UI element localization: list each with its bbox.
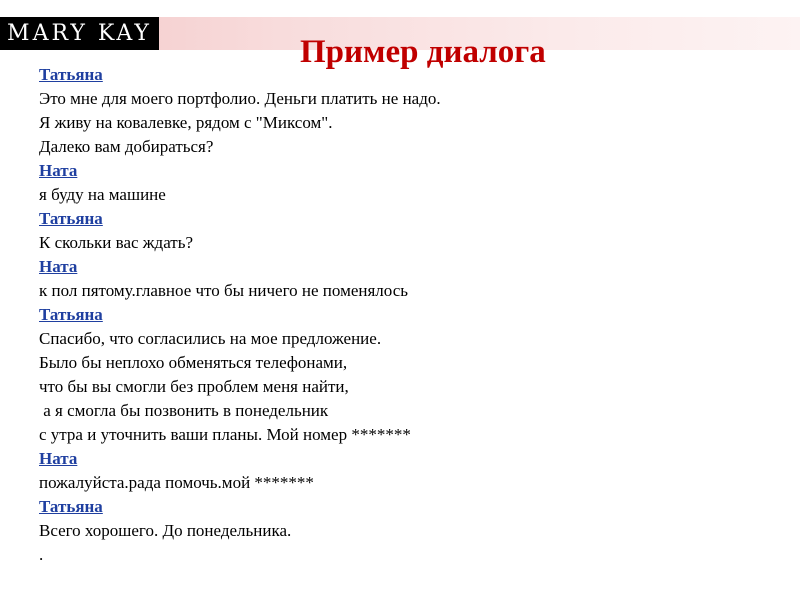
message-line: Это мне для моего портфолио. Деньги платить не надо. xyxy=(39,89,441,108)
message-line: Всего хорошего. До понедельника. xyxy=(39,521,292,540)
message-line: Было бы неплохо обменяться телефонами, xyxy=(39,353,348,372)
speaker-link[interactable]: Татьяна xyxy=(39,209,103,228)
message-line: что бы вы смогли без проблем меня найти, xyxy=(39,377,349,396)
speaker-line xyxy=(39,207,779,231)
message-line: . xyxy=(39,545,44,564)
speaker-link[interactable]: Ната xyxy=(39,161,78,180)
speaker-line xyxy=(39,447,779,471)
dialog-transcript xyxy=(39,63,779,567)
speaker-link[interactable]: Татьяна xyxy=(39,65,103,84)
speaker-link[interactable]: Ната xyxy=(39,257,78,276)
message-line: пожалуйста.рада помочь.мой ******* xyxy=(39,473,314,492)
speaker-link[interactable]: Татьяна xyxy=(39,497,103,516)
speaker-line xyxy=(39,63,779,87)
slide-title: Пример диалога xyxy=(300,34,546,70)
message-line: к пол пятому.главное что бы ничего не поменялось xyxy=(39,281,408,300)
message-line: а я смогла бы позвонить в понедельник xyxy=(39,401,329,420)
message-line: Спасибо, что согласились на мое предложение. xyxy=(39,329,382,348)
speaker-line xyxy=(39,495,779,519)
speaker-line xyxy=(39,303,779,327)
mary-kay-logo: MARY KAY xyxy=(0,17,159,50)
speaker-line xyxy=(39,255,779,279)
message-line: с утра и уточнить ваши планы. Мой номер ******* xyxy=(39,425,411,444)
speaker-link[interactable]: Ната xyxy=(39,449,78,468)
speaker-line xyxy=(39,159,779,183)
message-line: К скольки вас ждать? xyxy=(39,233,194,252)
message-line: я буду на машине xyxy=(39,185,166,204)
message-line: Я живу на ковалевке, рядом с "Миксом". xyxy=(39,113,333,132)
message-line: Далеко вам добираться? xyxy=(39,137,214,156)
speaker-link[interactable]: Татьяна xyxy=(39,305,103,324)
